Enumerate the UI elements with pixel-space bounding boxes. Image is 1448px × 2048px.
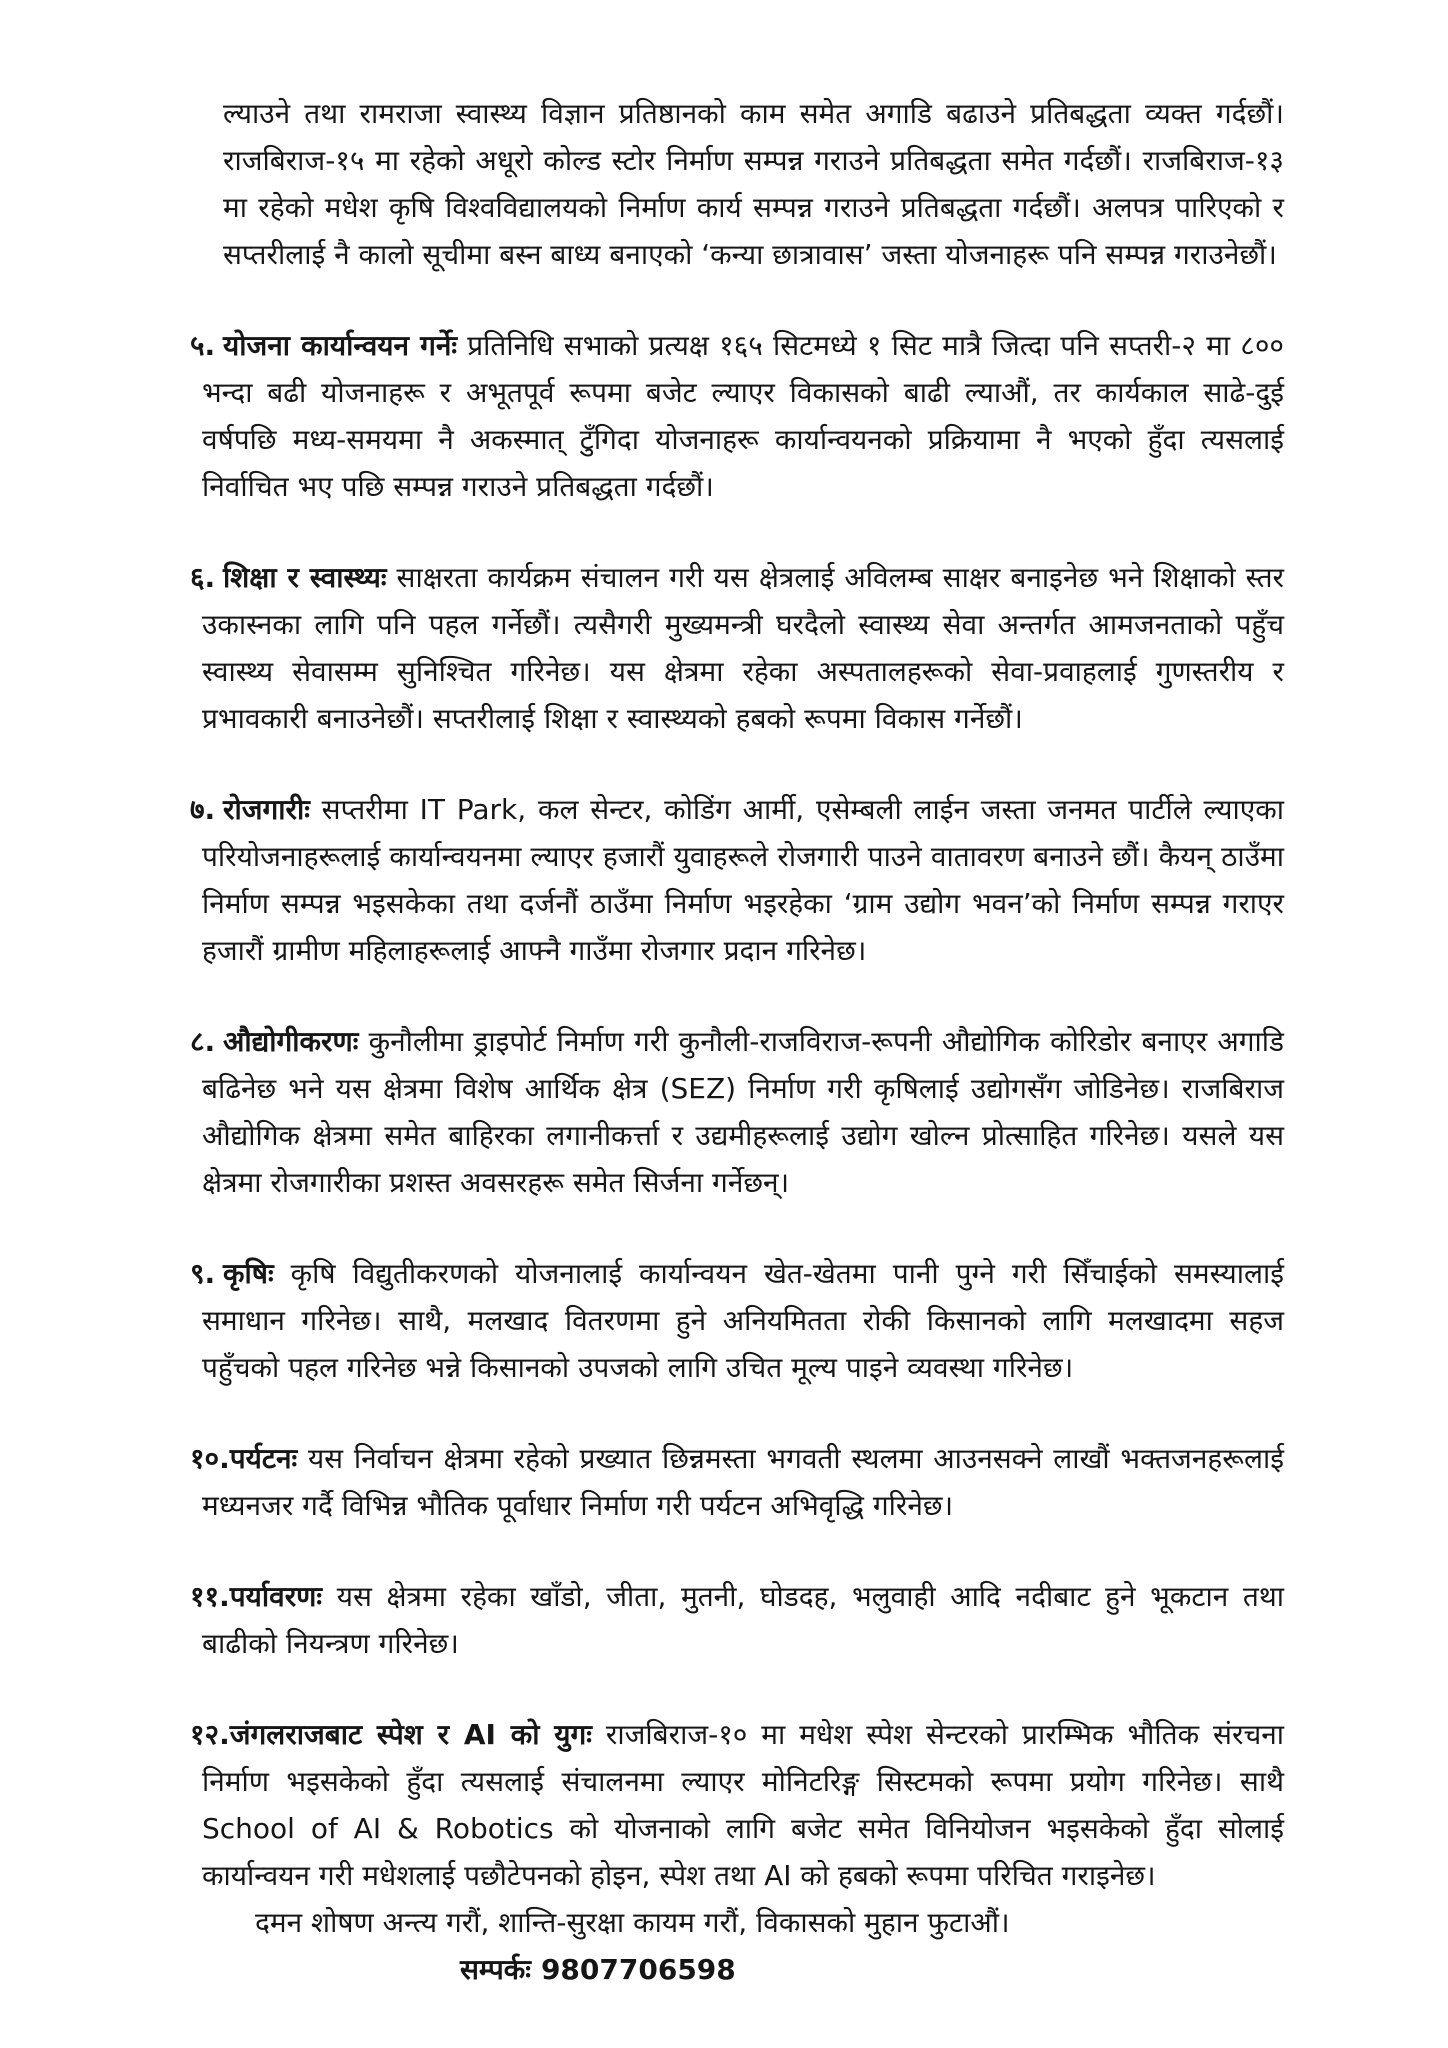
manifesto-item-6	[190, 554, 1284, 742]
item-heading: औद्योगीकरणः	[223, 1025, 359, 1058]
manifesto-item-12	[190, 1711, 1284, 1899]
intro-paragraph: ल्याउने तथा रामराजा स्वास्थ्य विज्ञान प्रतिष्ठानको काम समेत अगाडि बढाउने प्रतिबद्धता व्यक्त गर्दछौं। राजबिराज-१५ मा रहेको अधूरो कोल्ड स्टोर निर्माण सम्पन्न गराउने प्रतिबद्धता समेत गर्दछौं। राजबिराज-१३ मा रहेको मधेश कृषि विश्वविद्यालयको निर्माण कार्य सम्पन्न गराउने प्रतिबद्धता गर्दछौं। अलपत्र पारिएको र सप्तरीलाई नै कालो सूचीमा बस्न बाध्य बनाएको ‘कन्या छात्रावास’ जस्ता योजनाहरू पनि सम्पन्न गराउनेछौं।	[223, 97, 1284, 271]
contact-line	[460, 1946, 1284, 1993]
item-body: कृषि विद्युतीकरणको योजनालाई कार्यान्वयन खेत-खेतमा पानी पुग्ने गरी सिँचाईको समस्यालाई समाधान गरिनेछ। साथै, मलखाद वितरणमा हुने अनियमितता रोकी किसानको लागि मलखादमा सहज पहुँचको पहल गरिनेछ भन्ने किसानको उपजको लागि उचित मूल्य पाइने व्यवस्था गरिनेछ।	[202, 1257, 1284, 1384]
item-heading: पर्यटनः	[229, 1442, 298, 1475]
item-number: ६.	[190, 561, 216, 594]
item-number: १०.	[190, 1442, 230, 1475]
item-body: साक्षरता कार्यक्रम संचालन गरी यस क्षेत्रलाई अविलम्ब साक्षर बनाइनेछ भने शिक्षाको स्तर उकास्नका लागि पनि पहल गर्नेछौं। त्यसैगरी मुख्यमन्त्री घरदैलो स्वास्थ्य सेवा अन्तर्गत आमजनताको पहुँच स्वास्थ्य सेवासम्म सुनिश्चित गरिनेछ। यस क्षेत्रमा रहेका अस्पतालहरूको सेवा-प्रवाहलाई गुणस्तरीय र प्रभावकारी बनाउनेछौं। सप्तरीलाई शिक्षा र स्वास्थ्यको हबको रूपमा विकास गर्नेछौं।	[202, 561, 1284, 735]
manifesto-item-10	[190, 1435, 1284, 1529]
item-heading: कृषिः	[223, 1257, 274, 1290]
item-heading: रोजगारीः	[223, 793, 310, 826]
manifesto-item-8	[190, 1018, 1284, 1206]
item-number: ९.	[190, 1257, 216, 1290]
slogan-line: दमन शोषण अन्त्य गरौं, शान्ति-सुरक्षा कायम गरौं, विकासको मुहान फुटाऔं।	[255, 1906, 1010, 1939]
item-body: यस निर्वाचन क्षेत्रमा रहेको प्रख्यात छिन्नमस्ता भगवती स्थलमा आउनसक्ने लाखौं भक्तजनहरूलाई मध्यनजर गर्दै विभिन्न भौतिक पूर्वाधार निर्माण गरी पर्यटन अभिवृद्धि गरिनेछ।	[202, 1442, 1284, 1522]
contact-label: सम्पर्कः	[460, 1953, 531, 1986]
item-body: सप्तरीमा IT Park, कल सेन्टर, कोडिंग आर्मी, एसेम्बली लाईन जस्ता जनमत पार्टीले ल्याएका परियोजनाहरूलाई कार्यान्वयनमा ल्याएर हजारौं युवाहरूले रोजगारी पाउने वातावरण बनाउने छौं। कैयन् ठाउँमा निर्माण सम्पन्न भइसकेका तथा दर्जनौं ठाउँमा निर्माण भइरहेका ‘ग्राम उद्योग भवन’को निर्माण सम्पन्न गराएर हजारौं ग्रामीण महिलाहरूलाई आफ्नै गाउँमा रोजगार प्रदान गरिनेछ।	[202, 793, 1285, 967]
item-number: ८.	[190, 1025, 216, 1058]
item-body: यस क्षेत्रमा रहेका खाँडो, जीता, मुतनी, घोडदह, भलुवाही आदि नदीबाट हुने भूकटान तथा बाढीको नियन्त्रण गरिनेछ।	[202, 1580, 1284, 1660]
manifesto-item-9	[190, 1250, 1284, 1391]
item-number: ११.	[190, 1580, 230, 1613]
manifesto-text	[190, 90, 1284, 1993]
contact-number: 9807706598	[540, 1953, 736, 1986]
item-number: ५.	[190, 329, 216, 362]
item-heading: पर्यावरणः	[229, 1580, 323, 1613]
manifesto-item-5	[190, 322, 1284, 510]
item-heading: शिक्षा र स्वास्थ्यः	[223, 561, 387, 594]
item-heading: जंगलराजबाट स्पेश र AI को युगः	[229, 1718, 592, 1751]
manifesto-item-7	[190, 786, 1284, 974]
item-heading: योजना कार्यान्वयन गर्नेः	[223, 329, 458, 362]
item-number: ७.	[190, 793, 216, 826]
item-body: राजबिराज-१० मा मधेश स्पेश सेन्टरको प्रारम्भिक भौतिक संरचना निर्माण भइसकेको हुँदा त्यसलाई संचालनमा ल्याएर मोनिटरिङ्ग सिस्टमको रूपमा प्रयोग गरिनेछ। साथै School of AI & Robotics को योजनाको लागि बजेट समेत विनियोजन भइसकेको हुँदा सोलाई कार्यान्वयन गरी मधेशलाई पछौटेपनको होइन, स्पेश तथा AI को हबको रूपमा परिचित गराइनेछ।	[202, 1718, 1285, 1892]
item-body: कुनौलीमा ड्राइपोर्ट निर्माण गरी कुनौली-राजविराज-रूपनी औद्योगिक कोरिडोर बनाएर अगाडि बढिनेछ भने यस क्षेत्रमा विशेष आर्थिक क्षेत्र (SEZ) निर्माण गरी कृषिलाई उद्योगसँग जोडिनेछ। राजबिराज औद्योगिक क्षेत्रमा समेत बाहिरका लगानीकर्त्ता र उद्यमीहरूलाई उद्योग खोल्न प्रोत्साहित गरिनेछ। यसले यस क्षेत्रमा रोजगारीका प्रशस्त अवसरहरू समेत सिर्जना गर्नेछन्।	[202, 1025, 1284, 1199]
item-number: १२.	[190, 1718, 230, 1751]
item-body: प्रतिनिधि सभाको प्रत्यक्ष १६५ सिटमध्ये १ सिट मात्रै जित्दा पनि सप्तरी-२ मा ८०० भन्दा बढी योजनाहरू र अभूतपूर्व रूपमा बजेट ल्याएर विकासको बाढी ल्याऔं, तर कार्यकाल साढे-दुई वर्षपछि मध्य-समयमा नै अकस्मात् टुँगिदा योजनाहरू कार्यान्वयनको प्रक्रियामा नै भएको हुँदा त्यसलाई निर्वाचित भए पछि सम्पन्न गराउने प्रतिबद्धता गर्दछौं।	[202, 329, 1284, 503]
manifesto-item-11	[190, 1573, 1284, 1667]
